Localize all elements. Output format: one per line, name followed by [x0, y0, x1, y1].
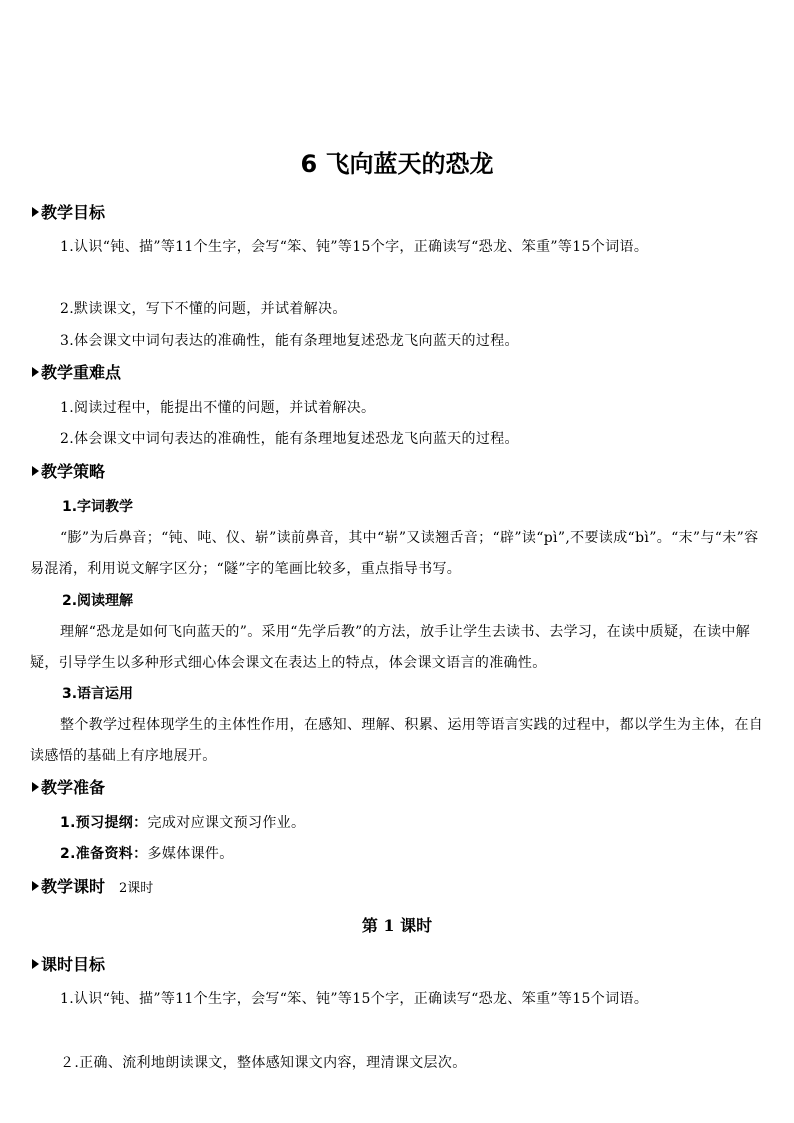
- strategy-subheading-3: 3.语言运用: [62, 686, 134, 702]
- section-heading-preparation: [32, 777, 105, 799]
- section-heading-text: 教学目标: [41, 203, 106, 222]
- goal-item-1: 1.认识“钝、描”等11个生字，会写“笨、钝”等15个字，正确读写“恐龙、笨重”等15个词语。: [60, 239, 649, 255]
- page-title: 6 飞向蓝天的恐龙: [300, 150, 494, 178]
- prep-item-1-label: 1.预习提纲：: [60, 815, 148, 831]
- lesson-1-heading: 第 1 课时: [361, 916, 433, 935]
- section-heading-strategy: [32, 461, 105, 483]
- section-heading-text: 教学策略: [41, 462, 106, 481]
- prep-item-2-label: 2.准备资料：: [60, 846, 148, 862]
- section-heading-text: 教学重难点: [41, 363, 122, 382]
- goal-item-3: 3.体会课文中词句表达的准确性，能有条理地复述恐龙飞向蓝天的过程。: [60, 333, 519, 349]
- section-heading-class-hours: [32, 876, 153, 900]
- class-hours-value: 2课时: [119, 881, 154, 896]
- prep-item-1-text: 完成对应课文预习作业。: [147, 815, 306, 831]
- section-heading-lesson-goals: [32, 954, 105, 976]
- triangle-bullet-icon: [32, 881, 39, 891]
- prep-item-2: [60, 843, 234, 865]
- strategy-subheading-1: 1.字词教学: [62, 499, 134, 515]
- key-point-item-1: 1.阅读过程中，能提出不懂的问题，并试着解决。: [60, 400, 376, 416]
- section-heading-text: 课时目标: [41, 955, 106, 974]
- key-point-item-2: 2.体会课文中词句表达的准确性，能有条理地复述恐龙飞向蓝天的过程。: [60, 431, 519, 447]
- goal-item-2: 2.默读课文，写下不懂的问题，并试着解决。: [60, 301, 347, 317]
- section-heading-text: 教学准备: [41, 778, 106, 797]
- triangle-bullet-icon: [32, 782, 39, 792]
- triangle-bullet-icon: [32, 959, 39, 969]
- prep-item-1: [60, 812, 305, 834]
- strategy-subheading-2: 2.阅读理解: [62, 593, 134, 609]
- strategy-text-3: 整个教学过程体现学生的主体性作用，在感知、理解、积累、运用等语言实践的过程中，都以学生为主体，在自读感悟的基础上有序地展开。: [30, 717, 764, 764]
- triangle-bullet-icon: [32, 207, 39, 217]
- lesson-goal-item-1: 1.认识“钝、描”等11个生字，会写“笨、钝”等15个字，正确读写“恐龙、笨重”等15个词语。: [60, 991, 649, 1007]
- section-heading-key-points: [32, 362, 121, 384]
- triangle-bullet-icon: [32, 466, 39, 476]
- section-heading-teaching-goals: [32, 202, 105, 224]
- section-heading-text: 教学课时: [41, 877, 106, 896]
- strategy-text-2: 理解“恐龙是如何飞向蓝天的”。采用“先学后教”的方法，放手让学生去读书、去学习，在读中质疑，在读中解疑，引导学生以多种形式细心体会课文在表达上的特点，体会课文语言的准确性。: [30, 624, 751, 671]
- strategy-text-1: “膨”为后鼻音；“钝、吨、仪、崭”读前鼻音，其中“崭”又读翘舌音；“辟”读“pì”,不要读成“bì”。“末”与“未”容易混淆，利用说文解字区分；“隧”字的笔画比较多，重点指导书写。: [30, 530, 759, 577]
- triangle-bullet-icon: [32, 367, 39, 377]
- lesson-goal-item-2: ２.正确、流利地朗读课文，整体感知课文内容，理清课文层次。: [60, 1055, 467, 1071]
- prep-item-2-text: 多媒体课件。: [147, 846, 234, 862]
